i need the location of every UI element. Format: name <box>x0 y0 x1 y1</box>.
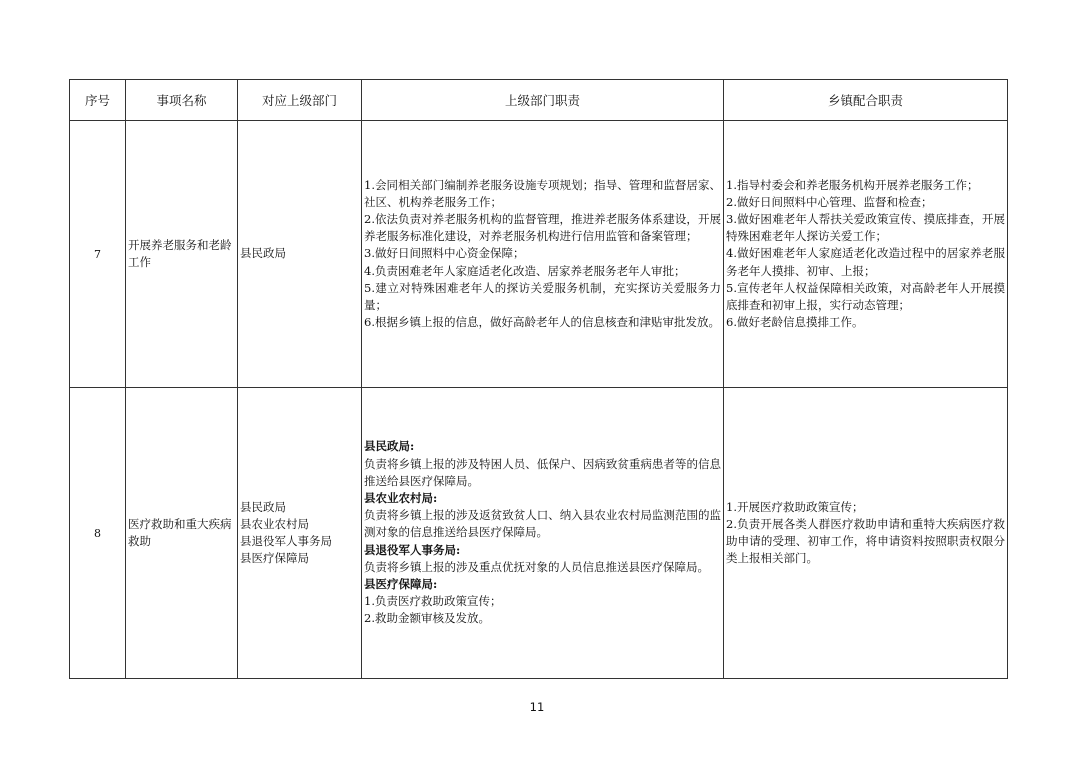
town-duty-cell <box>724 388 1008 679</box>
dept-item: 县民政局 <box>240 499 286 514</box>
header-upper-duty: 上级部门职责 <box>362 80 724 121</box>
dept-item: 县民政局 <box>240 246 286 261</box>
duty-item: 4.做好困难老年人家庭适老化改造过程中的居家养老服务老年人摸排、初审、上报； <box>726 246 1005 278</box>
header-name: 事项名称 <box>126 80 238 121</box>
duty-item: 3.做好日间照料中心资金保障； <box>364 246 525 261</box>
header-dept: 对应上级部门 <box>238 80 362 121</box>
upper-duty-cell <box>362 388 724 679</box>
duty-item: 4.负责困难老年人家庭适老化改造、居家养老服务老年人审批； <box>364 263 686 278</box>
section-title: 县退役军人事务局: <box>364 542 461 557</box>
duty-item: 2.依法负责对养老服务机构的监督管理，推进养老服务体系建设，开展养老服务标准化建设，对养老服务机构进行信用监管和备案管理； <box>364 211 721 244</box>
duty-item: 3.做好困难老年人帮扶关爱政策宣传、摸底排查，开展特殊困难老年人探访关爱工作； <box>726 211 1005 244</box>
duty-item: 5.建立对特殊困难老年人的探访关爱服务机制，充实探访关爱服务力量； <box>364 280 721 312</box>
dept-list <box>238 388 362 679</box>
duty-item: 负责将乡镇上报的涉及重点优抚对象的人员信息推送县医疗保障局。 <box>364 559 709 574</box>
item-name: 开展养老服务和老龄工作 <box>126 121 238 388</box>
duty-item: 1.负责医疗救助政策宣传； <box>364 594 502 609</box>
duty-item: 1.会同相关部门编制养老服务设施专项规划；指导、管理和监督居家、社区、机构养老服务工作； <box>364 177 721 209</box>
duty-item: 负责将乡镇上报的涉及特困人员、低保户、因病致贫重病患者等的信息推送给县医疗保障局。 <box>364 456 721 488</box>
item-name: 医疗救助和重大疾病救助 <box>126 388 238 679</box>
section-title: 县农业农村局: <box>364 490 438 505</box>
duty-item: 2.做好日间照料中心管理、监督和检查； <box>726 194 933 209</box>
section-title: 县民政局: <box>364 439 415 454</box>
duty-item: 6.根据乡镇上报的信息，做好高龄老年人的信息核查和津贴审批发放。 <box>364 315 720 330</box>
duty-item: 负责将乡镇上报的涉及返贫致贫人口、纳入县农业农村局监测范围的监测对象的信息推送给县医疗保障局。 <box>364 508 721 540</box>
duty-item: 6.做好老龄信息摸排工作。 <box>726 315 864 330</box>
duty-table <box>69 79 1008 679</box>
section-title: 县医疗保障局: <box>364 577 438 591</box>
header-town-duty: 乡镇配合职责 <box>724 80 1008 121</box>
dept-item: 县退役军人事务局 <box>240 534 332 548</box>
row-number: 8 <box>70 388 126 679</box>
town-duty-cell <box>724 121 1008 388</box>
upper-duty-cell <box>362 121 724 388</box>
row-number: 7 <box>70 121 126 388</box>
page-number: 11 <box>529 700 545 714</box>
header-no: 序号 <box>70 80 126 121</box>
dept-item: 县农业农村局 <box>240 516 309 531</box>
table-row <box>70 388 1008 679</box>
dept-item: 县医疗保障局 <box>240 551 309 566</box>
duty-item: 1.指导村委会和养老服务机构开展养老服务工作； <box>726 177 979 192</box>
dept-list <box>238 121 362 388</box>
duty-item: 2.救助金额审核及发放。 <box>364 611 490 626</box>
duty-item: 1.开展医疗救助政策宣传； <box>726 499 864 514</box>
table-row <box>70 121 1008 388</box>
duty-item: 5.宣传老年人权益保障相关政策，对高龄老年人开展摸底排查和初审上报，实行动态管理； <box>726 280 1005 312</box>
duty-item: 2.负责开展各类人群医疗救助申请和重特大疾病医疗救助申请的受理、初审工作，将申请资料按照职责权限分类上报相关部门。 <box>726 516 1005 566</box>
header-row <box>70 80 1008 121</box>
